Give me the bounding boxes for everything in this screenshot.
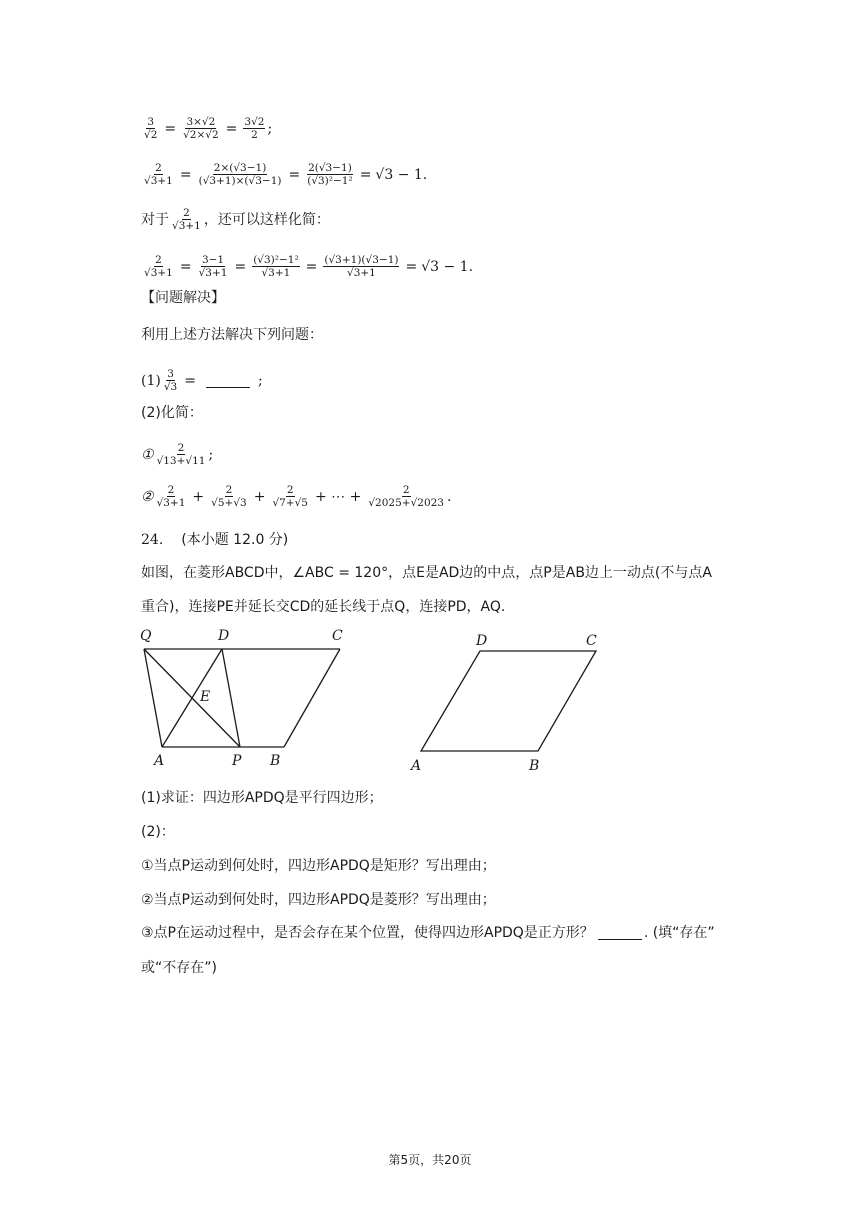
- problem-24-header: 24. (本小题 12.0 分): [141, 532, 289, 548]
- fraction: $\frac{2}{√7+√5}$: [272, 484, 308, 509]
- result: √3 − 1.: [375, 166, 428, 183]
- sub-question-1: (1)求证：四边形APDQ是平行四边形；: [141, 790, 383, 806]
- label-B: B: [270, 753, 281, 769]
- sub-question-2c: ③点P在运动过程中，是否会存在某个位置，使得四边形APDQ是正方形？ . (填“存在”: [141, 925, 715, 941]
- fraction: $\frac{2}{√13+√11}$: [156, 442, 206, 467]
- label-P: P: [232, 753, 242, 769]
- label-E: E: [200, 689, 211, 705]
- figure-rhombus: [406, 628, 611, 778]
- fraction: $\frac{3}{√3}$: [163, 368, 178, 393]
- section-title: 【问题解决】: [141, 290, 225, 306]
- label-D: D: [218, 628, 230, 644]
- label-B: B: [529, 758, 540, 774]
- page-footer: 第5页，共20页: [388, 1153, 472, 1167]
- fraction: $\frac{2}{√2025+√2023}$: [368, 484, 444, 509]
- fraction: $\frac{2}{√3+1}$: [156, 484, 186, 509]
- fraction: $\frac{2}{√5+√3}$: [211, 484, 247, 509]
- problem-24-stem-cont: 重合)，连接PE并延长交CD的延长线于点Q，连接PD，AQ.: [141, 599, 506, 615]
- label-A: A: [154, 753, 165, 769]
- figure-rhombus-with-construction: [136, 624, 366, 774]
- question-2-label: (2)化简：: [141, 405, 203, 421]
- fraction: $\frac{2(√3-1)}{\text{(√3)²−1²}}$: [307, 162, 353, 187]
- rhombus-ABCD: [421, 651, 596, 751]
- fraction: $\frac{2}{√3+1}$: [144, 162, 173, 187]
- line-BC: [284, 649, 340, 747]
- line-QP: [144, 649, 240, 747]
- fraction: $\frac{3√2}{2}$: [244, 116, 265, 141]
- label-C: C: [332, 628, 343, 644]
- equation-2: $\frac{2}{√3+1}$ = $\frac{2\times(√3-1)}{(√3+1)\times(√3-1)}$ = $\frac{2(√3-1)}{\text{(√3)²−1²}}$ = √3 − 1.: [144, 162, 428, 187]
- question-2b: ② $\frac{2}{√3+1}$ + $\frac{2}{√5+√3}$ + $\frac{2}{√7+√5}$ + ⋯ + $\frac{2}{√2025+√2023}$ .: [141, 484, 452, 509]
- equation-1: $\frac{3}{√2}$ = $\frac{3\times√2}{√2\times√2}$ = $\frac{3√2}{2}$ ;: [144, 116, 273, 141]
- sub-question-2a: ①当点P运动到何处时，四边形APDQ是矩形？写出理由；: [141, 858, 496, 874]
- result: √3 − 1.: [421, 258, 474, 275]
- fraction: $\frac{3\times√2}{√2\times√2}$: [183, 116, 219, 141]
- text-line: 对于 $\frac{2}{√3+1}$ ，还可以这样化简：: [141, 207, 330, 232]
- instruction-text: 利用上述方法解决下列问题：: [141, 327, 323, 343]
- label-A: A: [411, 758, 422, 774]
- equation-3: $\frac{2}{√3+1}$ = $\frac{3-1}{√3+1}$ = $\frac{\text{(√3)²−1²}}{√3+1}$ = $\frac{(√3+1)(√3-1)}{√3+1}$ = √3 − 1.: [144, 254, 474, 279]
- label-D: D: [476, 633, 488, 649]
- question-1: (1) $\frac{3}{√3}$ = ;: [141, 368, 263, 393]
- fraction: $\frac{2}{√3+1}$: [144, 254, 173, 279]
- answer-blank: [598, 926, 642, 940]
- fraction: $\frac{3}{√2}$: [144, 116, 158, 141]
- fraction: $\frac{3-1}{√3+1}$: [198, 254, 228, 279]
- fraction: $\frac{\text{(√3)²−1²}}{√3+1}$: [253, 254, 299, 279]
- label-Q: Q: [140, 628, 152, 644]
- answer-blank: [206, 374, 250, 388]
- sub-question-2b: ②当点P运动到何处时，四边形APDQ是菱形？写出理由；: [141, 892, 496, 908]
- fraction: $\frac{(√3+1)(√3-1)}{√3+1}$: [324, 254, 399, 279]
- question-2a: ① $\frac{2}{√13+√11}$ ;: [141, 442, 214, 467]
- punctuation: ;: [267, 120, 273, 137]
- fraction: $\frac{2}{√3+1}$: [172, 207, 201, 232]
- label-C: C: [586, 633, 597, 649]
- fraction: $\frac{2\times(√3-1)}{(√3+1)\times(√3-1)}$: [198, 162, 282, 187]
- problem-24-stem: 如图，在菱形ABCD中，∠ABC = 120°，点E是AD边的中点，点P是AB边上一动点(不与点A: [141, 565, 712, 581]
- sub-question-2: (2)：: [141, 824, 175, 840]
- sub-question-2c-cont: 或“不存在”): [141, 960, 217, 976]
